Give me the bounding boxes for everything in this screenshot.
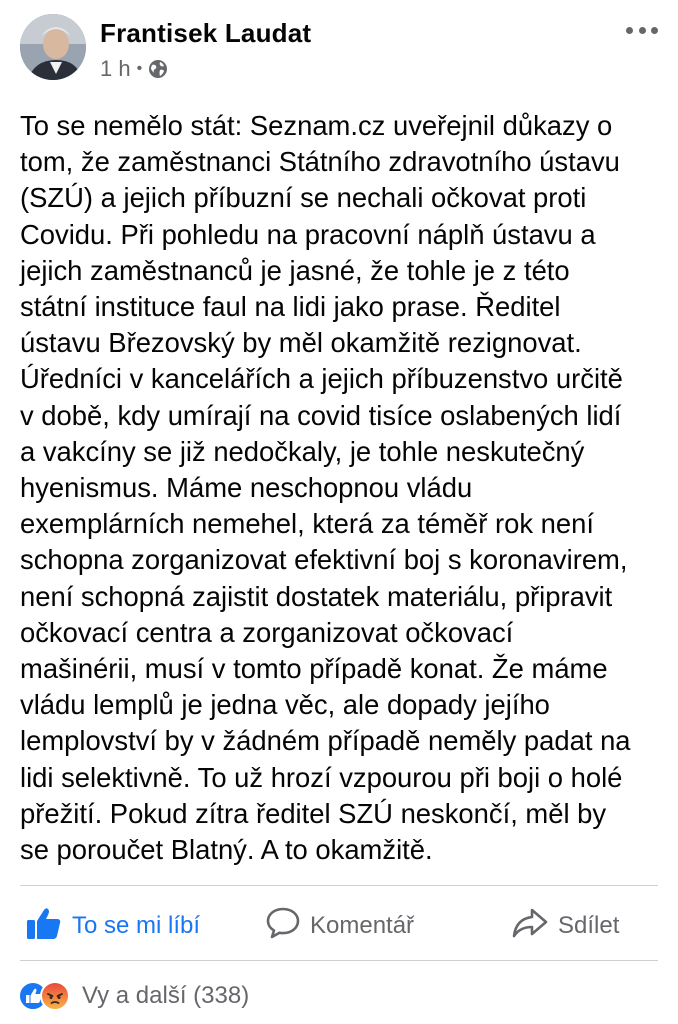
author-avatar[interactable] <box>20 14 86 80</box>
globe-icon <box>148 59 168 79</box>
share-label: Sdílet <box>558 912 620 939</box>
post-header <box>20 14 658 84</box>
like-button[interactable] <box>26 898 200 954</box>
angry-reaction-icon <box>40 981 70 1011</box>
comment-bubble-icon <box>266 907 300 946</box>
more-options-icon[interactable] <box>626 20 658 40</box>
post-actions <box>0 898 678 956</box>
post-time[interactable]: 1 h <box>100 56 131 81</box>
divider-bottom <box>20 960 658 961</box>
divider-top <box>20 885 658 886</box>
comment-label: Komentář <box>310 912 415 939</box>
share-arrow-icon <box>512 907 548 946</box>
like-label: To se mi líbí <box>72 912 201 939</box>
post-text: To se nemělo stát: Seznam.cz uveřejnil důkazy o tom, že zaměstnanci Státního zdravotního ústavu (SZÚ) a jejich příbuzní se nechali očkovat proti Covidu. Při pohledu na pracovní náplň ústavu a jejich zaměstnanců je jasné, že tohle je z této státní instituce faul na lidi jako prase. Ředitel ústavu Březovský by měl okamžitě rezignovat. Úředníci v kancelářích a jejich příbuzenstvo určitě v době, kdy umírají na covid tisíce oslabených lidí a vakcíny se již nedočkaly, je tohle neskutečný hyenismus. Máme neschopnou vládu exemplárních nemehel, která za téměř rok není schopna zorganizovat efektivní boj s koronavirem, není schopná zajistit dostatek materiálu, připravit očkovací centra a zorganizovat očkovací mašinérii, musí v tomto případě konat. Že máme vládu lemplů je jedna věc, ale dopady jejího lemplovství by v žádném případě neměly padat na lidi selektivně. To už hrozí vzpourou při boji o holé přežití. Pokud zítra ředitel SZÚ neskončí, měl by se poroučet Blatný. A to okamžitě. <box>20 110 631 866</box>
meta-separator: • <box>136 60 143 77</box>
share-button[interactable] <box>512 898 619 954</box>
reactions-summary[interactable] <box>18 978 249 1014</box>
reaction-icons <box>18 980 74 1012</box>
comment-button[interactable] <box>266 898 414 954</box>
thumbs-up-icon <box>26 906 62 947</box>
post-meta <box>100 56 168 82</box>
reactions-count-text: Vy a další (338) <box>82 982 250 1009</box>
author-name[interactable]: Frantisek Laudat <box>100 18 312 48</box>
